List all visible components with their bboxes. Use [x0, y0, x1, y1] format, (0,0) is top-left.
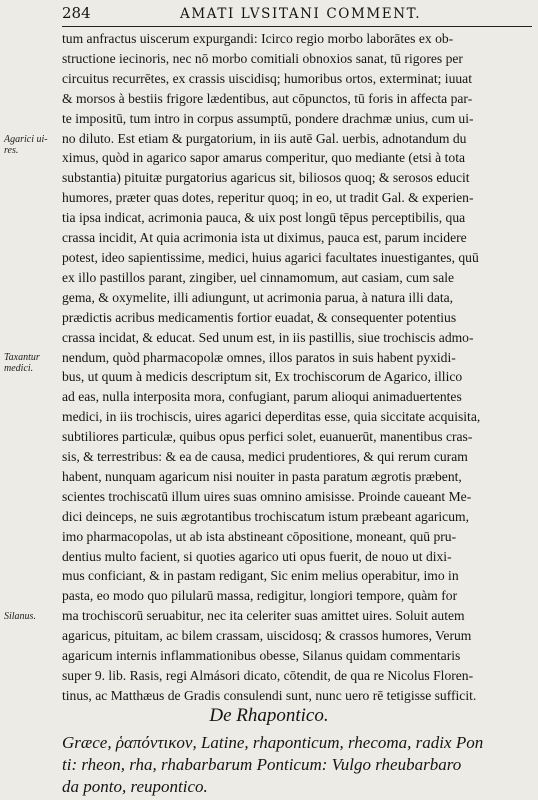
margin-note: Agarici ui-res.: [4, 133, 48, 156]
section-line: ti: rheon, rha, rhabarbarum Ponticum: Vulgo rheubarbaro: [62, 755, 462, 774]
text-line: tinus, ac Matthæus de Gradis consulendi sunt, nunc uero rē tetigisse sufficit.: [62, 687, 477, 703]
text-line: mus conficiant, & in pastam redigant, Sic enim melius operabitur, imo in: [62, 568, 459, 584]
text-line: bus, ut quum à medicis descriptum sit, Ex trochiscorum de Agarico, illico: [62, 369, 463, 385]
text-line: circuitus recurrētes, ex crassis uiscidisq; humoribus ortos, exterminat; iuuat: [62, 70, 472, 86]
text-line: sis, & terrestribus: & ea de causa, medici prudentiores, & qui rerum curam: [62, 449, 468, 465]
page-number: 284: [62, 4, 91, 22]
text-line: prædictis acribus medicamentis fortior euadat, & consequenter potentius: [62, 309, 457, 325]
text-line: tum anfractus uiscerum expurgandi: Icirco regio morbo laborātes ex ob-: [62, 31, 454, 46]
running-title: AMATI LVSITANI COMMENT.: [180, 6, 422, 22]
text-line: gema, & oxymelite, illi adiungunt, ut acrimonia parua, à natura illi data,: [62, 289, 454, 305]
page-header: [62, 4, 532, 27]
text-line: substantia) pituitæ purgatorius agaricus sit, biliosos quoq; & serosos educit: [62, 170, 470, 186]
text-line: dentius multo facient, si quoties agarico uti opus fuerit, de nouo ut dixi-: [62, 548, 452, 564]
text-line: imo pharmacopolas, ut ab ista abstineant cōpositione, moneant, quū pru-: [62, 528, 457, 544]
text-line: ma trochiscorū seruabitur, nec ita celeriter suas amittet uires. Soluit autem: [62, 608, 465, 624]
text-line: ex illo pastillos parant, zingiber, uel cinnamomum, aut casiam, cum sale: [62, 269, 455, 285]
text-line: ad eas, nulla interposita mora, confugiant, parum alioqui animaduertentes: [62, 389, 462, 405]
text-line: potest, ideo sapientissime, medici, huius agarici facultates inuestigantes, quū: [62, 249, 479, 265]
text-line: scientes trochiscatū illum uires suas omnino amisisse. Proinde caueant Me-: [62, 488, 472, 504]
text-line: structione iecinoris, nec nō morbo comitiali obnoxios sanat, tū rigores per: [62, 50, 463, 66]
section-paragraph: [62, 732, 532, 798]
text-line: tia ipsa indicat, acrimonia pauca, & uix post longū tēpus perceptibilis, qua: [62, 210, 466, 226]
commentary-body: [62, 29, 532, 706]
text-line: medici, in iis trochiscis, uires agarici deperditas esse, quia siccitate acquisita,: [62, 409, 481, 425]
section-line: Græce, ῥαπόντικον, Latine, rhaponticum, rhecoma, radix Pon: [62, 733, 484, 752]
text-line: pasta, eo modo quo pilularū massa, redigitur, longiori tempore, quàm for: [62, 588, 458, 604]
text-line: humores, præter quas dotes, reperitur quoq; in eo, ut tradit Gal. & experien-: [62, 190, 474, 206]
text-line: no diluto. Est etiam & purgatorium, in iis autē Gal. uerbis, adnotandum du: [62, 130, 467, 146]
margin-note: Taxantur medici.: [4, 352, 40, 375]
text-line: & morsos à bestiis frigore lædentibus, aut cōpunctos, tū foris in affecta par-: [62, 90, 473, 106]
text-line: crassa incidit, At quia acrimonia ista ut diximus, pauca est, parum incidere: [62, 230, 467, 246]
text-line: agaricum internis inflammationibus obesse, Silanus quidam commentaris: [62, 648, 461, 664]
text-line: agaricus, pituitam, ac bilem crassam, uiscidosq; & crassos humores, Verum: [62, 628, 472, 644]
margin-note: Silanus.: [4, 611, 36, 623]
text-line: subtiliores particulæ, quibus opus perfici solet, euanuerūt, manentibus cras-: [62, 429, 473, 445]
text-line: te impositū, tum intro in corpus assumptū, pondere drachmæ unius, cum ui-: [62, 110, 474, 126]
text-line: nendum, quòd pharmacopolæ omnes, illos paratos in suis habent pyxidi-: [62, 349, 456, 365]
section-title: De Rhapontico.: [209, 705, 329, 726]
text-line: habent, nunquam agaricum nisi nouiter in pasta paratum ægrotis præbent,: [62, 468, 462, 484]
text-line: super 9. lib. Rasis, regi Almásori dicato, cōtendit, de qua re Nicolus Floren-: [62, 668, 474, 683]
text-line: ximus, quòd in agarico sapor amarus comperitur, quo mediante (etsi à tota: [62, 150, 465, 166]
text-line: dici deinceps, ne suis ægrotantibus trochiscatum istum præbeant agaricum,: [62, 508, 469, 524]
section-line: da ponto, reupontico.: [62, 777, 208, 796]
text-line: crassa incidat, & educat. Sed unum est, in iis pastillis, siue trochiscis admo-: [62, 329, 474, 345]
